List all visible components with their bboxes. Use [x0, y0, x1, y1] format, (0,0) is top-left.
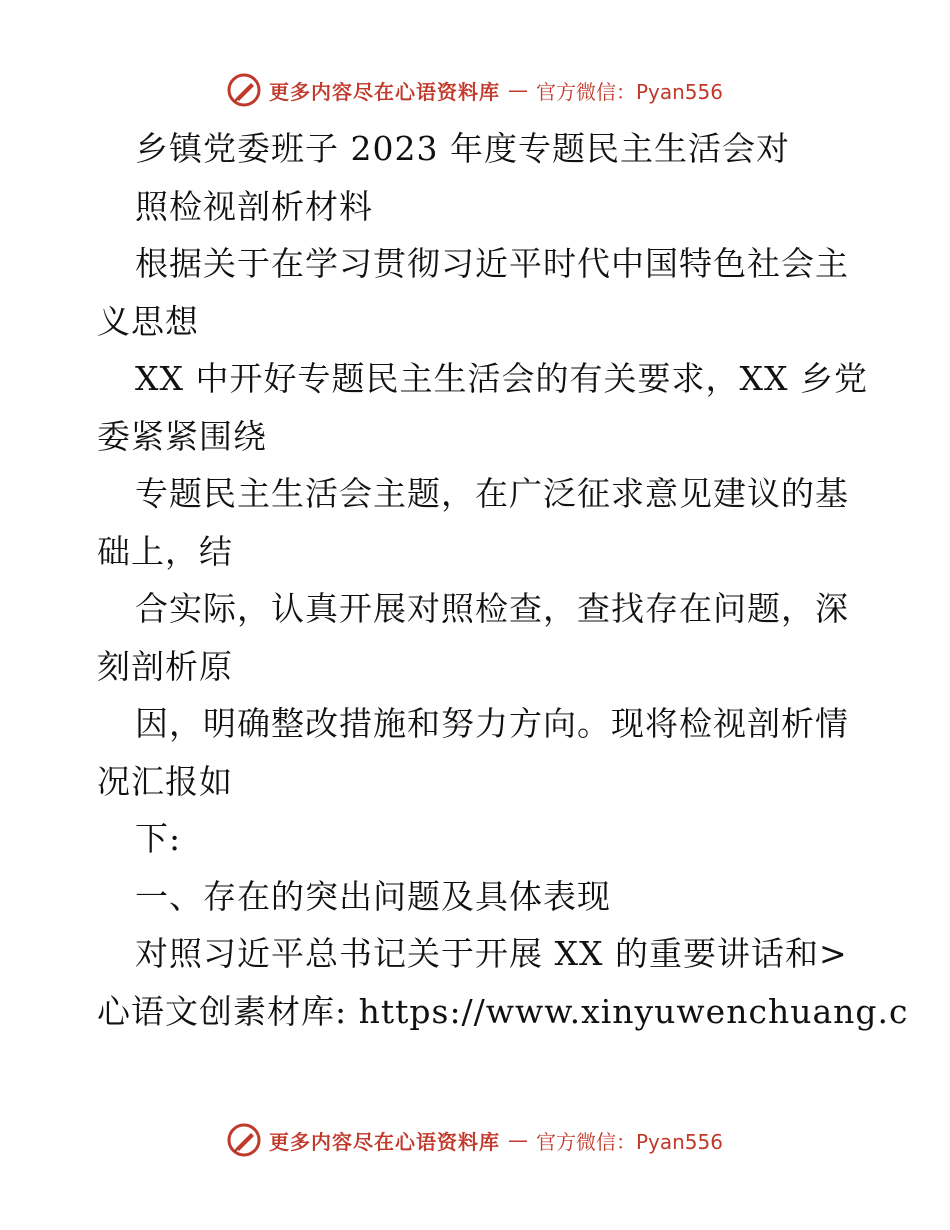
paragraph-line: 对照习近平总书记关于开展 XX 的重要讲话和> [135, 934, 848, 973]
document-body [97, 120, 909, 1040]
title-line-1: 乡镇党委班子 2023 年度专题民主生活会对 [135, 129, 790, 168]
source-url-line: 心语文创素材库: https://www.xinyuwenchuang.c [97, 991, 909, 1031]
footer-banner [0, 1120, 950, 1160]
banner-separator: — [507, 78, 528, 102]
banner-text: 更多内容尽在心语资料库 [268, 79, 500, 104]
banner-wechat: 官方微信：Pyan556 [535, 1129, 723, 1154]
paragraph-line: 刻剖析原 [97, 646, 233, 686]
banner-text: 更多内容尽在心语资料库 [268, 1129, 500, 1154]
quill-pen-logo-icon [227, 1123, 261, 1157]
header-banner [0, 70, 950, 110]
paragraph-line: 根据关于在学习贯彻习近平时代中国特色社会主 [135, 244, 849, 283]
paragraph-line: 下: [135, 819, 182, 858]
paragraph-line: 合实际，认真开展对照检查，查找存在问题，深 [135, 589, 849, 628]
section-heading: 一、存在的突出问题及具体表现 [135, 876, 611, 916]
quill-pen-logo-icon [227, 73, 261, 107]
paragraph-line: 况汇报如 [97, 761, 233, 801]
paragraph-line: 专题民主生活会主题，在广泛征求意见建议的基 [135, 474, 849, 513]
banner-wechat: 官方微信：Pyan556 [535, 79, 723, 104]
paragraph-line: 因，明确整改措施和努力方向。现将检视剖析情 [135, 704, 849, 743]
paragraph-line: 委紧紧围绕 [97, 416, 267, 456]
title-line-2: 照检视剖析材料 [135, 186, 373, 226]
banner-separator: — [507, 1128, 528, 1152]
paragraph-line: XX 中开好专题民主生活会的有关要求，XX 乡党 [135, 359, 868, 398]
paragraph-line: 义思想 [97, 301, 199, 341]
paragraph-line: 础上，结 [97, 531, 233, 571]
